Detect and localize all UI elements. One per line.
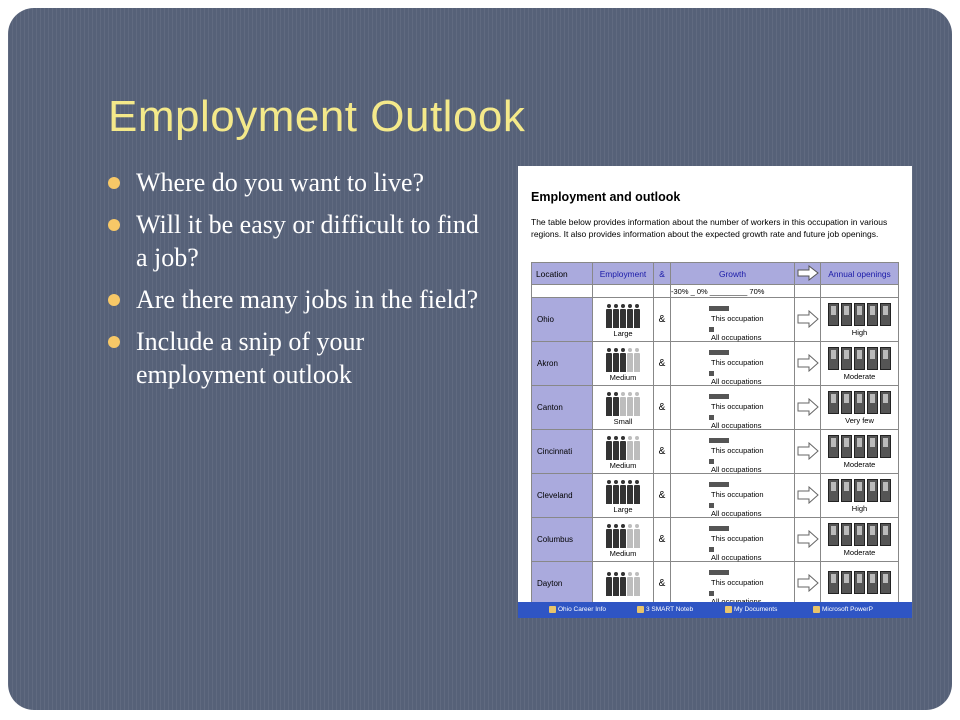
person-icon xyxy=(620,524,626,548)
bullet-dot-icon xyxy=(108,336,120,348)
person-icon xyxy=(613,524,619,548)
employment-cell xyxy=(593,342,654,386)
growth-label-this: This occupation xyxy=(711,358,764,367)
growth-bar-this xyxy=(709,526,729,531)
arrow-cell xyxy=(795,386,821,430)
person-icon xyxy=(627,392,633,416)
arrow-cell xyxy=(795,342,821,386)
location-cell: Dayton xyxy=(532,562,593,606)
door-icon xyxy=(867,571,878,594)
amp-cell: & xyxy=(654,342,671,386)
growth-label-this: This occupation xyxy=(711,490,764,499)
taskbar-item[interactable]: Microsoft PowerP xyxy=(812,604,902,616)
employment-cell xyxy=(593,298,654,342)
door-icon xyxy=(841,435,852,458)
openings-doors-icon xyxy=(821,435,898,458)
door-icon xyxy=(854,571,865,594)
door-icon xyxy=(828,347,839,370)
door-icon xyxy=(880,347,891,370)
growth-bar-this xyxy=(709,394,729,399)
growth-bar-this xyxy=(709,438,729,443)
person-icon xyxy=(634,480,640,504)
door-icon xyxy=(828,523,839,546)
table-row xyxy=(532,342,899,386)
growth-cell xyxy=(671,342,795,386)
arrow-cell xyxy=(795,298,821,342)
arrow-cell xyxy=(795,562,821,606)
door-icon xyxy=(828,303,839,326)
employment-people-icon xyxy=(593,436,653,460)
door-icon xyxy=(841,303,852,326)
bullet-dot-icon xyxy=(108,294,120,306)
person-icon xyxy=(606,524,612,548)
door-icon xyxy=(828,571,839,594)
door-icon xyxy=(841,391,852,414)
arrow-cell xyxy=(795,518,821,562)
growth-label-this: This occupation xyxy=(711,402,764,411)
person-icon xyxy=(606,572,612,596)
table-row xyxy=(532,474,899,518)
employment-people-icon xyxy=(593,392,653,416)
bullet-text: Are there many jobs in the field? xyxy=(136,285,479,314)
arrow-right-icon xyxy=(797,265,819,281)
growth-cell xyxy=(671,298,795,342)
person-icon xyxy=(627,480,633,504)
person-icon xyxy=(613,304,619,328)
growth-cell xyxy=(671,386,795,430)
column-header-openings: Annual openings xyxy=(821,263,899,285)
column-header-employment: Employment xyxy=(593,263,654,285)
amp-cell: & xyxy=(654,518,671,562)
employment-label: Large xyxy=(613,328,633,338)
openings-doors-icon xyxy=(821,523,898,546)
openings-cell xyxy=(821,518,899,562)
door-icon xyxy=(880,303,891,326)
person-icon xyxy=(620,572,626,596)
growth-cell xyxy=(671,474,795,518)
door-icon xyxy=(880,479,891,502)
door-icon xyxy=(828,391,839,414)
table-header-row xyxy=(532,263,899,285)
employment-cell xyxy=(593,474,654,518)
arrow-cell xyxy=(795,474,821,518)
door-icon xyxy=(828,435,839,458)
person-icon xyxy=(606,304,612,328)
person-icon xyxy=(606,436,612,460)
openings-label: Moderate xyxy=(843,459,876,469)
growth-label-this: This occupation xyxy=(711,446,764,455)
growth-bar-all xyxy=(709,415,714,420)
person-icon xyxy=(606,348,612,372)
bullet-list xyxy=(108,166,488,400)
openings-cell xyxy=(821,342,899,386)
openings-label: Moderate xyxy=(843,547,876,557)
growth-label-all: All occupations xyxy=(711,553,762,562)
door-icon xyxy=(854,347,865,370)
door-icon xyxy=(867,523,878,546)
amp-cell: & xyxy=(654,430,671,474)
growth-bar-all xyxy=(709,547,714,552)
door-icon xyxy=(841,347,852,370)
growth-label-all: All occupations xyxy=(711,509,762,518)
taskbar-item[interactable]: 3 SMART Noteb xyxy=(636,604,718,616)
employment-cell xyxy=(593,518,654,562)
growth-bar-this xyxy=(709,350,729,355)
employment-cell xyxy=(593,430,654,474)
table-row xyxy=(532,562,899,606)
column-header-amp: & xyxy=(654,263,671,285)
person-icon xyxy=(620,348,626,372)
snip-heading: Employment and outlook xyxy=(531,190,681,204)
growth-cell xyxy=(671,430,795,474)
person-icon xyxy=(606,480,612,504)
person-icon xyxy=(613,392,619,416)
amp-cell: & xyxy=(654,386,671,430)
amp-cell: & xyxy=(654,298,671,342)
person-icon xyxy=(620,304,626,328)
column-header-growth: Growth xyxy=(671,263,795,285)
table-row xyxy=(532,386,899,430)
person-icon xyxy=(613,572,619,596)
location-cell: Cleveland xyxy=(532,474,593,518)
slide-title: Employment Outlook xyxy=(108,92,526,141)
growth-label-all: All occupations xyxy=(711,421,762,430)
amp-cell: & xyxy=(654,562,671,606)
taskbar-item[interactable]: Ohio Career Info xyxy=(548,604,630,616)
slide xyxy=(8,8,952,710)
growth-scale: -30% _ 0% _________ 70% xyxy=(671,285,795,298)
arrow-right-icon xyxy=(797,574,819,592)
growth-bar-this xyxy=(709,482,729,487)
person-icon xyxy=(613,348,619,372)
growth-label-all: All occupations xyxy=(711,465,762,474)
arrow-right-icon xyxy=(797,442,819,460)
outlook-table xyxy=(531,262,899,606)
employment-people-icon xyxy=(593,524,653,548)
person-icon xyxy=(620,436,626,460)
employment-outlook-snip xyxy=(518,166,912,618)
location-cell: Akron xyxy=(532,342,593,386)
person-icon xyxy=(627,572,633,596)
door-icon xyxy=(841,479,852,502)
door-icon xyxy=(828,479,839,502)
openings-label: Very few xyxy=(845,415,874,425)
notebook-icon xyxy=(637,606,644,613)
growth-bar-all xyxy=(709,503,714,508)
person-icon xyxy=(627,304,633,328)
openings-cell xyxy=(821,430,899,474)
door-icon xyxy=(854,479,865,502)
employment-people-icon xyxy=(593,480,653,504)
openings-doors-icon xyxy=(821,347,898,370)
openings-cell xyxy=(821,298,899,342)
employment-people-icon xyxy=(593,572,653,596)
door-icon xyxy=(854,435,865,458)
table-row xyxy=(532,430,899,474)
person-icon xyxy=(620,480,626,504)
growth-label-all: All occupations xyxy=(711,377,762,386)
column-header-location: Location xyxy=(532,263,593,285)
amp-cell: & xyxy=(654,474,671,518)
openings-doors-icon xyxy=(821,571,898,594)
openings-label: High xyxy=(851,503,868,513)
person-icon xyxy=(620,392,626,416)
person-icon xyxy=(613,480,619,504)
location-cell: Ohio xyxy=(532,298,593,342)
door-icon xyxy=(854,391,865,414)
employment-cell xyxy=(593,562,654,606)
bullet-dot-icon xyxy=(108,177,120,189)
table-row xyxy=(532,298,899,342)
taskbar-item[interactable]: My Documents xyxy=(724,604,806,616)
openings-doors-icon xyxy=(821,479,898,502)
bullet-text: Where do you want to live? xyxy=(136,168,425,197)
employment-label: Small xyxy=(613,416,633,426)
bullet-item xyxy=(108,208,488,274)
door-icon xyxy=(841,571,852,594)
openings-doors-icon xyxy=(821,391,898,414)
openings-doors-icon xyxy=(821,303,898,326)
door-icon xyxy=(867,303,878,326)
person-icon xyxy=(634,436,640,460)
person-icon xyxy=(634,524,640,548)
openings-cell xyxy=(821,474,899,518)
door-icon xyxy=(867,435,878,458)
scale-row xyxy=(532,285,899,298)
arrow-right-icon xyxy=(797,398,819,416)
door-icon xyxy=(841,523,852,546)
door-icon xyxy=(880,571,891,594)
employment-people-icon xyxy=(593,348,653,372)
person-icon xyxy=(634,348,640,372)
browser-icon xyxy=(549,606,556,613)
employment-label: Medium xyxy=(609,372,637,382)
door-icon xyxy=(867,391,878,414)
openings-label: High xyxy=(851,327,868,337)
openings-label: Moderate xyxy=(843,371,876,381)
growth-cell xyxy=(671,562,795,606)
person-icon xyxy=(634,392,640,416)
growth-cell xyxy=(671,518,795,562)
growth-label-this: This occupation xyxy=(711,314,764,323)
column-header-arrow xyxy=(795,263,821,285)
door-icon xyxy=(854,523,865,546)
door-icon xyxy=(867,479,878,502)
growth-bar-this xyxy=(709,306,729,311)
person-icon xyxy=(634,572,640,596)
bullet-text: Will it be easy or difficult to find a job? xyxy=(136,210,479,272)
door-icon xyxy=(867,347,878,370)
taskbar xyxy=(518,602,912,618)
growth-label-all: All occupations xyxy=(711,333,762,342)
person-icon xyxy=(627,524,633,548)
door-icon xyxy=(880,523,891,546)
bullet-item xyxy=(108,166,488,199)
person-icon xyxy=(627,348,633,372)
door-icon xyxy=(880,391,891,414)
growth-label-this: This occupation xyxy=(711,534,764,543)
folder-icon xyxy=(725,606,732,613)
openings-cell xyxy=(821,386,899,430)
person-icon xyxy=(627,436,633,460)
location-cell: Cincinnati xyxy=(532,430,593,474)
employment-label: Medium xyxy=(609,460,637,470)
employment-people-icon xyxy=(593,304,653,328)
growth-bar-this xyxy=(709,570,729,575)
employment-cell xyxy=(593,386,654,430)
bullet-item xyxy=(108,325,488,391)
openings-cell xyxy=(821,562,899,606)
bullet-dot-icon xyxy=(108,219,120,231)
arrow-right-icon xyxy=(797,310,819,328)
location-cell: Canton xyxy=(532,386,593,430)
table-body xyxy=(532,298,899,606)
arrow-cell xyxy=(795,430,821,474)
arrow-right-icon xyxy=(797,486,819,504)
growth-bar-all xyxy=(709,459,714,464)
arrow-right-icon xyxy=(797,354,819,372)
growth-bar-all xyxy=(709,591,714,596)
person-icon xyxy=(613,436,619,460)
growth-label-this: This occupation xyxy=(711,578,764,587)
employment-label: Medium xyxy=(609,548,637,558)
person-icon xyxy=(634,304,640,328)
bullet-item xyxy=(108,283,488,316)
employment-label: Large xyxy=(613,504,633,514)
growth-bar-all xyxy=(709,371,714,376)
arrow-right-icon xyxy=(797,530,819,548)
snip-description: The table below provides information about the number of workers in this occupation in various regions. It also provides information about the expected growth rate and future job openings. xyxy=(531,217,888,239)
person-icon xyxy=(606,392,612,416)
growth-bar-all xyxy=(709,327,714,332)
bullet-text: Include a snip of your employment outlook xyxy=(136,327,365,389)
location-cell: Columbus xyxy=(532,518,593,562)
door-icon xyxy=(880,435,891,458)
powerpoint-icon xyxy=(813,606,820,613)
door-icon xyxy=(854,303,865,326)
table-row xyxy=(532,518,899,562)
